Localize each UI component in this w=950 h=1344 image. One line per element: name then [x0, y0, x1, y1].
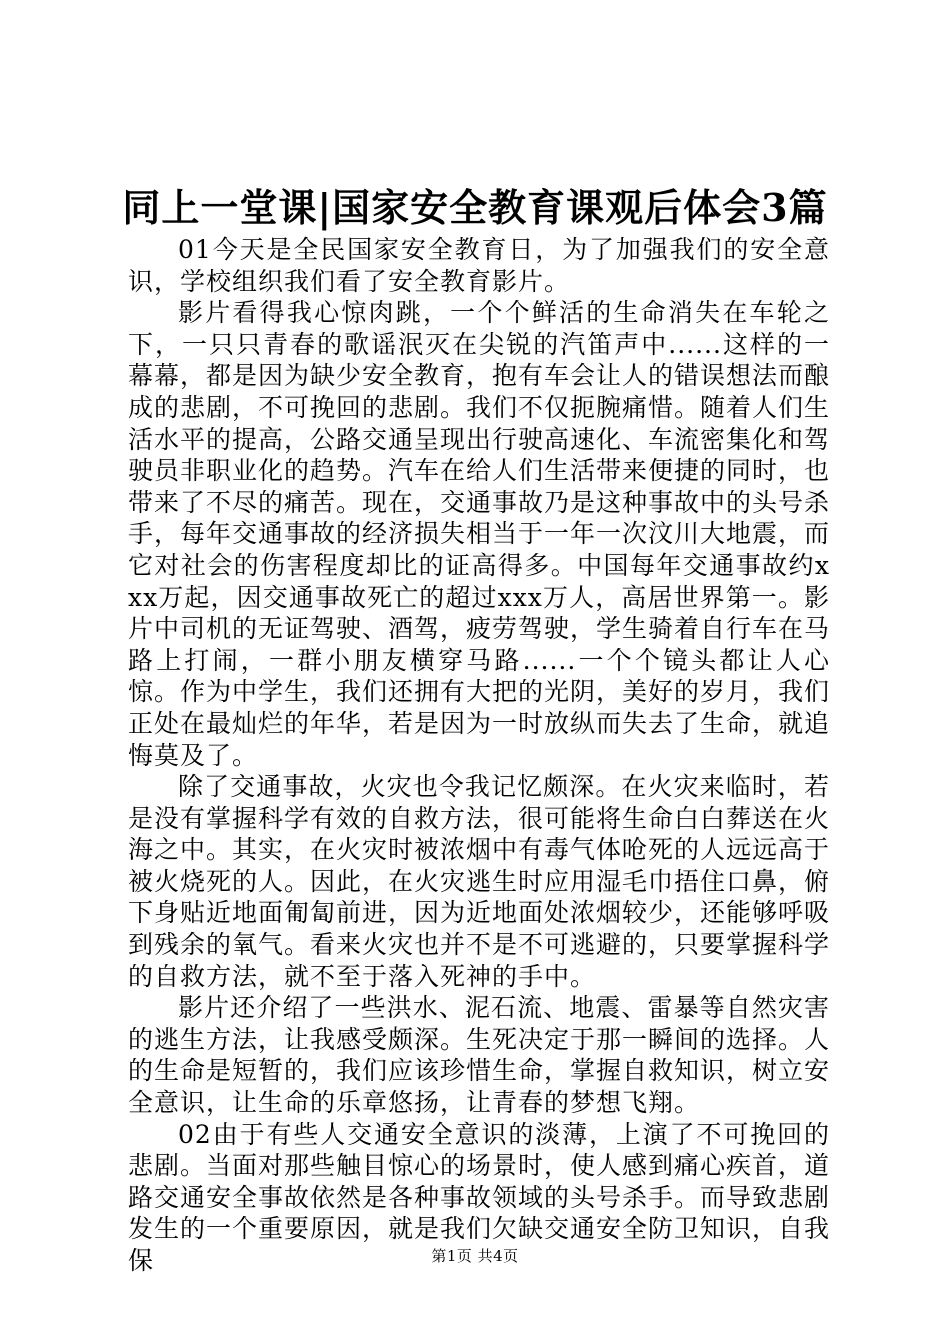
page-footer: 第1页 共4页 [431, 1247, 519, 1265]
paragraph-3: 除了交通事故，火灾也令我记忆颇深。在火灾来临时，若是没有掌握科学有效的自救方法，很可能将生命白白葬送在火海之中。其实，在火灾时被浓烟中有毒气体呛死的人远远高于被火烧死的人。因此，在火灾逃生时应用湿毛巾捂住口鼻，俯下身贴近地面匍匐前进，因为近地面处浓烟较少，还能够呼吸到残余的氧气。看来火灾也并不是不可逃避的，只要掌握科学的自救方法，就不至于落入死神的手中。 [128, 772, 831, 991]
paragraph-2: 影片看得我心惊肉跳，一个个鲜活的生命消失在车轮之下，一只只青春的歌谣泯灭在尖锐的汽笛声中......这样的一幕幕，都是因为缺少安全教育，抱有车会让人的错误想法而酿成的悲剧，不可挽回的悲剧。我们不仅扼腕痛惜。随着人们生活水平的提高，公路交通呈现出行驶高速化、车流密集化和驾驶员非职业化的趋势。汽车在给人们生活带来便捷的同时，也带来了不尽的痛苦。现在，交通事故乃是这种事故中的头号杀手，每年交通事故的经济损失相当于一年一次汶川大地震，而它对社会的伤害程度却比的证高得多。中国每年交通事故约xxx万起，因交通事故死亡的超过xxx万人，高居世界第一。影片中司机的无证驾驶、酒驾，疲劳驾驶，学生骑着自行车在马路上打闹，一群小朋友横穿马路......一个个镜头都让人心惊。作为中学生，我们还拥有大把的光阴，美好的岁月，我们正处在最灿烂的年华，若是因为一时放纵而失去了生命，就追悔莫及了。 [128, 298, 831, 770]
paragraph-5: 02由于有些人交通安全意识的淡薄，上演了不可挽回的悲剧。当面对那些触目惊心的场景时，使人感到痛心疾首，道路交通安全事故依然是各种事故领域的头号杀手。而导致悲剧发生的一个重要原因，就是我们欠缺交通安全防卫知识，自我保 [128, 1119, 831, 1275]
paragraph-4: 影片还介绍了一些洪水、泥石流、地震、雷暴等自然灾害的逃生方法，让我感受颇深。生死决定于那一瞬间的选择。人的生命是短暂的，我们应该珍惜生命，掌握自救知识，树立安全意识，让生命的乐章悠扬，让青春的梦想飞翔。 [128, 993, 831, 1118]
document-title: 同上一堂课|国家安全教育课观后体会3篇 [122, 185, 828, 230]
paragraph-1: 01今天是全民国家安全教育日，为了加强我们的安全意识，学校组织我们看了安全教育影片。 [128, 235, 830, 296]
document-body [128, 234, 830, 1277]
